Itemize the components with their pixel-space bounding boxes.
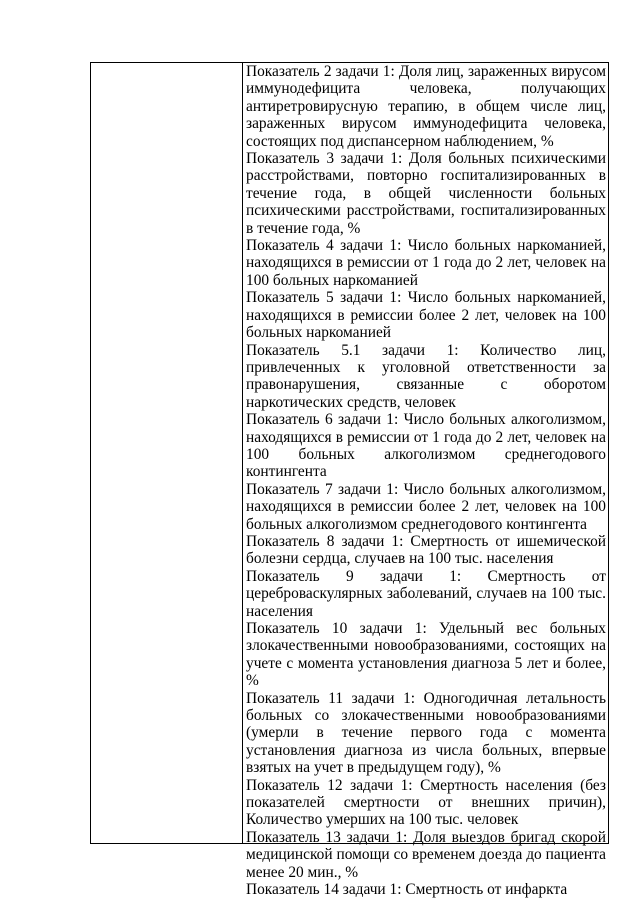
document-table bbox=[90, 62, 609, 899]
indicator-4: Показатель 4 задачи 1: Число больных наркоманией, находящихся в ремиссии от 1 года до 2 лет, человек на 100 больных наркоманией bbox=[246, 237, 606, 289]
table-left-cell bbox=[91, 63, 243, 843]
indicator-2: Показатель 2 задачи 1: Доля лиц, зараженных вирусом иммунодефицита человека, получающих антиретровирусную терапию, в общем числе лиц, зараженных вирусом иммунодефицита человека, состоящих под диспансерном наблюдением, % bbox=[246, 63, 606, 150]
indicator-6: Показатель 6 задачи 1: Число больных алкоголизмом, находящихся в ремиссии от 1 года до 2 лет, человек на 100 больных алкоголизмом среднегодового контингента bbox=[246, 411, 606, 481]
table-right-cell bbox=[243, 63, 608, 899]
indicator-11: Показатель 11 задачи 1: Одногодичная летальность больных со злокачественными новообразованиями (умерли в течение первого года с момента установления диагноза из числа больных, впервые взятых на учет в предыдущем году), % bbox=[246, 689, 606, 777]
indicator-5-1: Показатель 5.1 задачи 1: Количество лиц, привлеченных к уголовной ответственности за правонарушения, связанные с оборотом наркотических средств, человек bbox=[246, 341, 606, 411]
indicator-5: Показатель 5 задачи 1: Число больных наркоманией, находящихся в ремиссии более 2 лет, человек на 100 больных наркоманией bbox=[246, 289, 606, 342]
indicator-3: Показатель 3 задачи 1: Доля больных психическими расстройствами, повторно госпитализированных в течение года, в общей численности больных психическими расстройствами, госпитализированных в течение года, % bbox=[246, 150, 606, 237]
indicator-7: Показатель 7 задачи 1: Число больных алкоголизмом, находящихся в ремиссии более 2 лет, человек на 100 больных алкоголизмом среднегодового контингента bbox=[246, 480, 606, 533]
indicator-12: Показатель 12 задачи 1: Смертность населения (без показателей смертности от внешних причин), Количество умерших на 100 тыс. человек bbox=[246, 776, 606, 829]
indicator-9: Показатель 9 задачи 1: Смертность от цереброваскулярных заболеваний, случаев на 100 тыс. населения bbox=[246, 567, 606, 620]
indicator-14: Показатель 14 задачи 1: Смертность от инфаркта bbox=[246, 881, 568, 899]
indicator-8: Показатель 8 задачи 1: Смертность от ишемической болезни сердца, случаев на 100 тыс. населения bbox=[246, 532, 606, 568]
indicator-10: Показатель 10 задачи 1: Удельный вес больных злокачественными новообразованиями, состоящих на учете с момента установления диагноза 5 лет и более, % bbox=[246, 620, 606, 690]
indicator-13: Показатель 13 задачи 1: Доля выездов бригад скорой медицинской помощи со временем доезда до пациента менее 20 мин., % bbox=[246, 828, 606, 881]
